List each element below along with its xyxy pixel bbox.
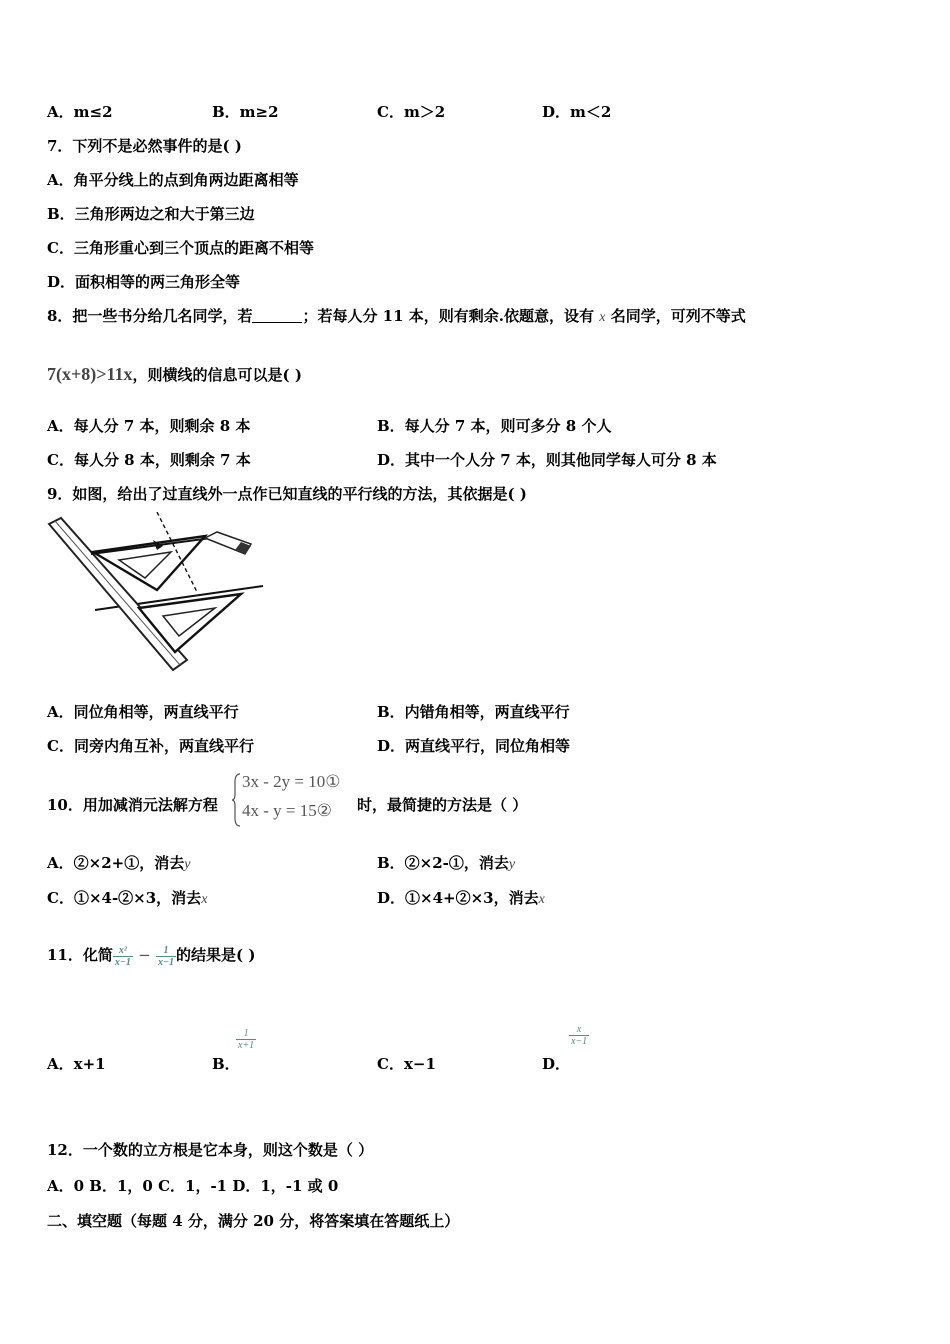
q8-variable-x: x (599, 310, 606, 325)
q10-system-brace (232, 772, 242, 828)
q7-option-c: C．三角形重心到三个顶点的距离不相等 (47, 239, 314, 257)
q10-stem-part-b: 时，最简捷的方法是（ ） (357, 796, 528, 814)
q9-option-a: A．同位角相等，两直线平行 (47, 703, 239, 721)
q10-equation-1: 3x - 2y = 10① (242, 772, 341, 791)
q10-option-b (377, 853, 515, 875)
q10-option-a-text: A．②×2+①，消去 (47, 854, 185, 872)
q11-option-b: B． (212, 1055, 240, 1073)
q8-option-a: A．每人分 7 本，则剩余 8 本 (47, 417, 251, 435)
q8-option-d: D．其中一个人分 7 本，则其他同学每人可分 8 本 (377, 451, 717, 469)
q11-fraction-1-numerator: x² (113, 945, 133, 957)
q11-stem-part-b: 的结果是( ) (176, 946, 256, 964)
q6-option-c: C．m＞2 (377, 103, 446, 121)
q8-stem (47, 306, 746, 328)
q8-stem-part-a: 8．把一些书分给几名同学，若 (47, 307, 253, 325)
q11-option-d-denominator: x−1 (571, 1036, 588, 1047)
q10-option-b-text: B．②×2-①，消去 (377, 854, 509, 872)
q10-option-d (377, 888, 545, 910)
q6-option-b: B．m≥2 (212, 103, 279, 121)
q11-fraction-1-denominator: x−1 (114, 956, 131, 968)
q12-stem: 12．一个数的立方根是它本身，则这个数是（ ） (47, 1141, 374, 1159)
q11-fraction-2-numerator: 1 (156, 945, 176, 957)
q11-option-d-numerator: x (569, 1024, 589, 1036)
q7-option-d: D．面积相等的两三角形全等 (47, 273, 241, 291)
q7-option-a: A．角平分线上的点到角两边距离相等 (47, 171, 299, 189)
q11-option-a: A．x+1 (47, 1055, 106, 1073)
q10-stem-part-a: 10．用加减消元法解方程 (47, 796, 218, 814)
q10-option-a (47, 853, 190, 875)
q6-option-a: A．m≤2 (47, 103, 113, 121)
q9-stem: 9．如图，给出了过直线外一点作已知直线的平行线的方法，其依据是( ) (47, 485, 527, 503)
q10-option-c-text: C．①×4-②×3，消去 (47, 889, 202, 907)
q11-fraction-2 (156, 945, 176, 968)
q10-option-d-text: D．①×4+②×3，消去 (377, 889, 539, 907)
q8-option-b: B．每人分 7 本，则可多分 8 个人 (377, 417, 612, 435)
section-2-title: 二、填空题（每题 4 分，满分 20 分，将答案填在答题纸上） (47, 1212, 460, 1230)
q9-option-b: B．内错角相等，两直线平行 (377, 703, 570, 721)
q11-option-b-fraction (236, 1028, 256, 1051)
q11-option-d: D． (542, 1055, 571, 1073)
q10-option-b-var: y (508, 857, 516, 872)
q11-option-b-denominator: x+1 (238, 1040, 255, 1051)
q8-stem-second-line (47, 360, 302, 389)
q6-option-d: D．m＜2 (542, 103, 612, 121)
q7-option-b: B．三角形两边之和大于第三边 (47, 205, 255, 223)
q8-inequality: 7(x+8)>11x (47, 364, 133, 384)
q8-option-c: C．每人分 8 本，则剩余 7 本 (47, 451, 251, 469)
q9-option-c: C．同旁内角互补，两直线平行 (47, 737, 254, 755)
q12-options: A．0 B．1，0 C．1，-1 D．1，-1 或 0 (47, 1177, 339, 1195)
q10-option-c-var: x (201, 892, 208, 907)
q10-option-d-var: x (538, 892, 545, 907)
q8-blank-line (252, 308, 302, 323)
q8-stem-part-c: 名同学，可列不等式 (610, 307, 746, 325)
q9-figure-ruler-triangles (45, 512, 267, 677)
q10-option-c (47, 888, 207, 910)
q11-stem-part-a: 11．化简 (47, 946, 113, 964)
q11-option-d-fraction (569, 1024, 589, 1047)
q11-stem (47, 930, 255, 980)
q11-minus-sign: − (138, 946, 151, 964)
q8-stem-part-d: ，则横线的信息可以是( ) (132, 366, 302, 384)
q11-fraction-2-denominator: x−1 (157, 956, 175, 968)
q7-stem: 7．下列不是必然事件的是( ) (47, 137, 242, 155)
q10-option-a-var: y (184, 857, 191, 872)
q9-option-d: D．两直线平行，同位角相等 (377, 737, 571, 755)
q11-fraction-1 (113, 945, 133, 968)
q10-equation-2: 4x - y = 15② (242, 801, 332, 820)
q8-stem-part-b: ；若每人分 11 本，则有剩余.依题意，设有 (302, 307, 594, 325)
q11-option-b-numerator: 1 (236, 1028, 256, 1040)
q11-option-c: C．x−1 (377, 1055, 436, 1073)
